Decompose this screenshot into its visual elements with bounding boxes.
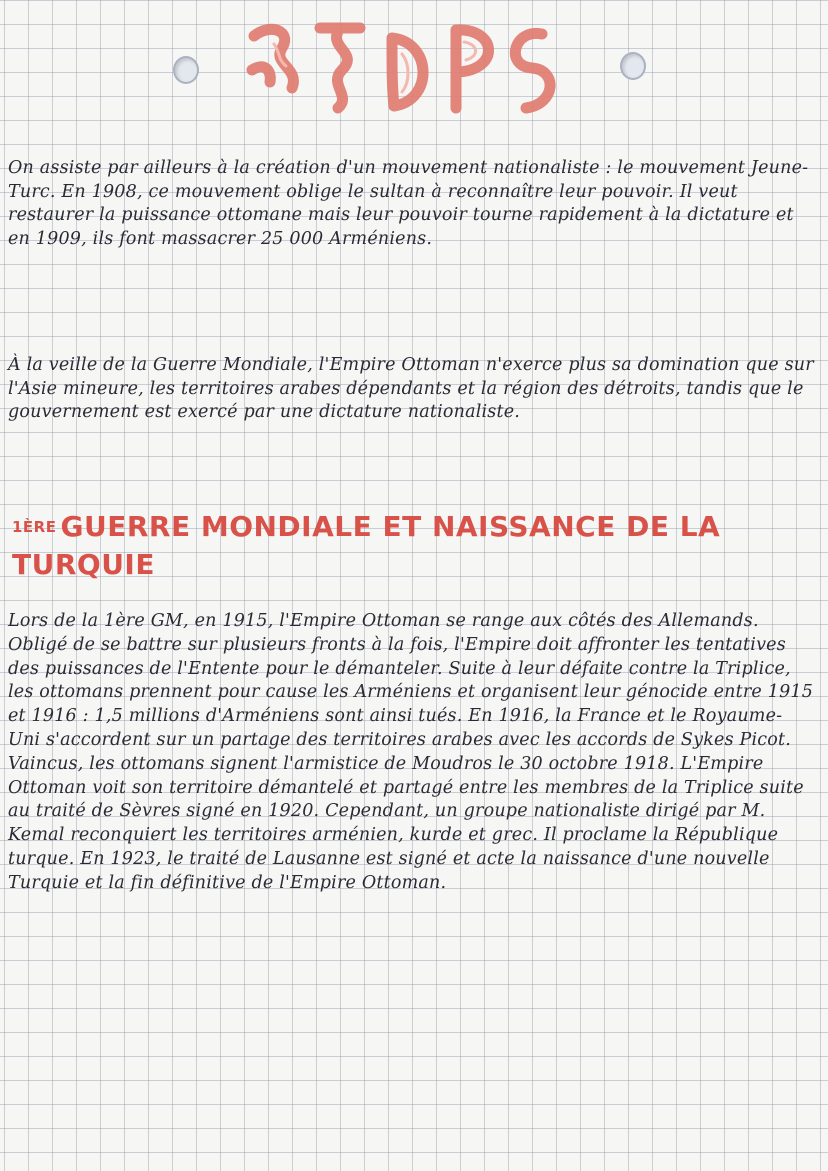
binder-hole-right <box>620 52 646 80</box>
heading-ordinal: 1ÈRE <box>12 518 57 536</box>
paragraph-premiere-guerre: Lors de la 1ère GM, en 1915, l'Empire Ottoman se range aux côtés des Allemands. Obligé de se battre sur plusieurs fronts à la fois, l'Empire doit affronter les tentatives des puissances de l'Entente pour le démanteler. Suite à leur défaite contre la Triplice, les ottomans prennent pour cause les Arméniens et organisent leur génocide entre 1915 et 1916 : 1,5 millions d'Arméniens sont ainsi tués. En 1916, la France et le Royaume-Uni s'accordent sur un partage des territoires arabes avec les accords de Sykes Picot. Vaincus, les ottomans signent l'armistice de Moudros le 30 octobre 1918. L'Empire Ottoman voit son territoire démantelé et partagé entre les membres de la Triplice suite au traité de Sèvres signé en 1920. Cependant, un groupe nationaliste dirigé par M. Kemal reconquiert les territoires arménien, kurde et grec. Il proclame la République turque. En 1923, le traité de Lausanne est signé et acte la naissance d'une nouvelle Turquie et la fin définitive de l'Empire Ottoman. <box>8 611 814 893</box>
binder-hole-left <box>173 56 199 84</box>
heading-text: GUERRE MONDIALE ET NAISSANCE DE LA TURQUIE <box>12 510 721 581</box>
paragraph-jeunes-turcs: On assiste par ailleurs à la création d'un mouvement nationaliste : le mouvement Jeune-Turc. En 1908, ce mouvement oblige le sultan à reconnaître leur pouvoir. Il veut restaurer la puissance ottomane mais leur pouvoir tourne rapidement à la dictature et en 1909, ils font massacrer 25 000 Arméniens. <box>8 158 809 249</box>
title-doodle <box>242 8 572 118</box>
section-heading <box>12 508 792 584</box>
paragraph-veille-guerre: À la veille de la Guerre Mondiale, l'Empire Ottoman n'exerce plus sa domination que sur l'Asie mineure, les territoires arabes dépendants et la région des détroits, tandis que le gouvernement est exercé par une dictature nationaliste. <box>8 355 814 423</box>
